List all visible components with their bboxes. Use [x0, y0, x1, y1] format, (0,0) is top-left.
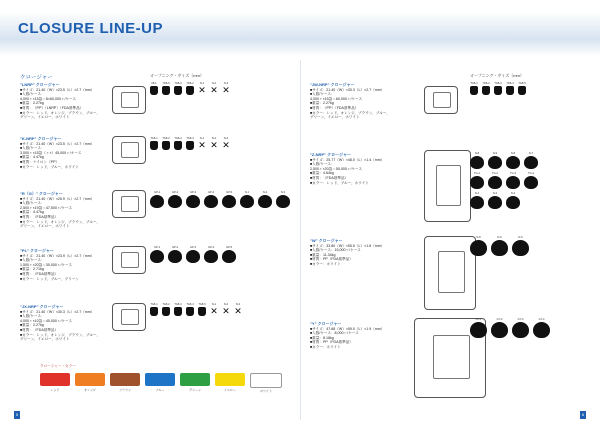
- clip-code: GY-4: [538, 318, 545, 321]
- clip-code: TG8-5: [198, 303, 206, 306]
- product-title: "Z-NRP" クロージャー: [310, 152, 351, 157]
- clip-shape-square: [494, 86, 502, 95]
- clip-code: GP-1: [153, 246, 161, 249]
- spec-line: ■サイズ：21.40（W）×23.9（L）×2.7（mm）: [20, 253, 95, 258]
- clip-code: GP-1: [153, 191, 161, 194]
- color-swatch: [145, 373, 175, 392]
- clip-code: N-1: [244, 191, 250, 194]
- product-photo-left-5: [112, 303, 146, 331]
- clip-item[interactable]: [470, 318, 487, 338]
- clip-item[interactable]: [506, 152, 520, 169]
- clip-code: GP-2: [171, 191, 179, 194]
- color-swatch: [75, 373, 105, 392]
- spec-line: ■サイズ：25.77（W）×48.0（L）×1.4（mm）: [310, 157, 385, 162]
- product-photo-inner: [121, 252, 139, 268]
- spec-line: 2,500ヶ×20袋＝50,000ヶ/ケース: [310, 166, 363, 171]
- spec-line: ■重量：4.64kg: [310, 171, 334, 176]
- clip-shape-apple: [204, 250, 218, 263]
- spec-line: ■材質：（FDA基準品）: [20, 327, 59, 332]
- product-photo-inner: [121, 309, 139, 325]
- clip-shape-square: [518, 86, 526, 95]
- color-swatch-row: [40, 373, 282, 393]
- spec-line: 4,000ヶ×15袋＝60,000ヶ/ケース: [310, 96, 363, 101]
- clip-shape-square: [174, 86, 182, 95]
- product-spec-left-1: [20, 83, 100, 120]
- spec-line: ■サイズ：21.40（W）×25.9（L）×2.7（mm）: [20, 196, 95, 201]
- clip-row-right-2: [470, 152, 550, 209]
- clip-code: N-2: [211, 82, 217, 85]
- clip-shape-apple: [186, 195, 200, 208]
- product-photo-left-3: [112, 190, 146, 218]
- clip-code: GP-5: [225, 246, 233, 249]
- clip-code: GY-1: [475, 318, 482, 321]
- opening-size-label-right: オープニング・サイズ（mm）: [470, 73, 524, 78]
- spec-line: ■カラー：レッド、オレンジ、ブラウン、ブルー、: [20, 110, 100, 115]
- spec-line: ■サイズ：21.40（W）×23.5（L）×2.7（mm）: [20, 141, 95, 146]
- clip-item[interactable]: [150, 303, 158, 316]
- clip-shape-apple: [470, 156, 484, 169]
- clip-row-left-4: [150, 246, 236, 263]
- clip-item[interactable]: [491, 236, 508, 256]
- clip-code: N-3: [223, 82, 229, 85]
- spec-line: ■材質：PP（FDA基準品）: [310, 257, 353, 262]
- clip-item[interactable]: [506, 192, 520, 209]
- clip-shape-apple: [204, 195, 218, 208]
- spec-line: ■材質：（PP）（LNRP）（FDA基準品）: [20, 105, 84, 110]
- clip-code: N-9: [497, 236, 502, 239]
- spec-line: ■入数/ケース：: [20, 314, 45, 319]
- spec-line: ■材質：PP（FDA基準品）: [310, 340, 353, 345]
- clip-row-left-3: [150, 191, 290, 208]
- clip-row-right-1: [470, 82, 526, 95]
- clip-item[interactable]: [150, 246, 164, 263]
- clip-item[interactable]: [470, 236, 487, 256]
- clip-code: N-1: [211, 303, 217, 306]
- clip-code: 08-1: [151, 82, 157, 85]
- color-swatch-name: ブラウン: [118, 388, 131, 392]
- clip-item[interactable]: [210, 137, 218, 150]
- product-photo-inner: [121, 142, 139, 158]
- clip-shape-apple: [470, 196, 484, 209]
- clip-item[interactable]: [494, 82, 502, 95]
- clip-code: N-3: [223, 137, 229, 140]
- color-swatch-name: イエロー: [224, 388, 236, 392]
- clip-code: TG8-6: [174, 82, 182, 85]
- clip-code: TG8-4: [186, 137, 194, 140]
- clip-item[interactable]: [524, 172, 538, 189]
- clip-shape-square: [186, 307, 194, 316]
- product-photo-inner: [121, 92, 139, 108]
- clip-shape-apple: [222, 250, 236, 263]
- clip-shape-square: [186, 86, 194, 95]
- clip-code: GP-4: [207, 246, 215, 249]
- clip-code: GP-3: [189, 191, 197, 194]
- clip-item[interactable]: [470, 82, 478, 95]
- clip-item[interactable]: [470, 152, 484, 169]
- clip-item[interactable]: [512, 236, 529, 256]
- clip-shape-apple: [488, 176, 502, 189]
- clip-shape-square: [470, 86, 478, 95]
- clip-shape-n: ✕: [210, 306, 218, 316]
- clip-item[interactable]: [198, 303, 206, 316]
- color-swatch: [180, 373, 210, 392]
- clip-code: TG8-3: [174, 137, 182, 140]
- clip-shape-square: [186, 141, 194, 150]
- spec-line: ■カラー：レッド、オレンジ、ブラウン、ブルー、: [20, 332, 100, 337]
- clip-shape-square: [162, 86, 170, 95]
- product-title: "JW-NRP" クロージャー: [310, 82, 355, 87]
- spec-line: ■重量：2.27kg: [20, 323, 44, 328]
- clip-shape-apple: [488, 196, 502, 209]
- clip-code: GP-4: [207, 191, 215, 194]
- spec-line: ■サイズ：47.68（W）×59.0（L）×1.9（mm）: [310, 326, 385, 331]
- clip-shape-apple: [150, 195, 164, 208]
- clip-item[interactable]: [162, 303, 170, 316]
- spec-line: ■重量：4.47kg: [20, 210, 44, 215]
- spec-line: ■重量：2.71kg: [20, 267, 44, 272]
- clip-item[interactable]: [198, 82, 206, 95]
- product-title: "Y" クロージャー: [310, 321, 342, 326]
- clip-item[interactable]: [168, 246, 182, 263]
- clip-code: TG8-2: [482, 82, 490, 85]
- clip-item[interactable]: [488, 192, 502, 209]
- product-title: "LNRP" クロージャー: [20, 82, 60, 87]
- spec-line: グリーン、イエロー、ホワイト: [20, 224, 70, 229]
- clip-item[interactable]: [186, 137, 194, 150]
- spec-line: ■材質：（PP）（FDA基準品）: [310, 105, 359, 110]
- clip-item[interactable]: [491, 318, 508, 338]
- clip-item[interactable]: [174, 137, 182, 150]
- spec-line: グリーン、イエロー、ホワイト: [310, 115, 360, 120]
- spec-line: ■カラー：レッド、ブルー、ホワイト: [20, 164, 79, 169]
- clip-item[interactable]: [470, 172, 484, 189]
- clip-shape-square: [150, 141, 158, 150]
- spec-line: ■重量：11.34kg: [310, 252, 336, 257]
- product-photo-left-4: [112, 246, 146, 274]
- clip-shape-n: ✕: [210, 140, 218, 150]
- section-label: クロージャー: [20, 75, 53, 81]
- clip-item[interactable]: [186, 82, 194, 95]
- clip-item[interactable]: [258, 191, 272, 208]
- clip-code: N-8: [474, 152, 480, 155]
- clip-item[interactable]: [174, 303, 182, 316]
- clip-item[interactable]: [482, 82, 490, 95]
- clip-shape-apple: [506, 156, 520, 169]
- spec-line: ■サイズ：33.80（W）×55.5（L）×1.8（mm）: [310, 243, 385, 248]
- spec-line: ■重量：2.27kg: [310, 101, 334, 106]
- clip-item[interactable]: [488, 172, 502, 189]
- clip-shape-apple: [470, 176, 484, 189]
- clip-item[interactable]: [506, 82, 514, 95]
- clip-item[interactable]: [186, 191, 200, 208]
- product-photo-inner: [433, 92, 451, 108]
- clip-item[interactable]: [168, 191, 182, 208]
- product-photo-right-3: [424, 236, 476, 310]
- spec-line: ■サイズ：21.40（W）×30.3（L）×2.7（mm）: [310, 87, 385, 92]
- spec-line: 3,000ヶ×15袋（ヶ×）45,000ヶ/ケース: [20, 150, 82, 155]
- clip-shape-apple: [512, 322, 529, 338]
- color-swatch-name: ブルー: [155, 388, 165, 392]
- clip-code: GP-2: [171, 246, 179, 249]
- clip-shape-apple: [524, 176, 538, 189]
- clip-code: N-2: [262, 191, 268, 194]
- clip-shape-square: [162, 141, 170, 150]
- spec-line: ■サイズ：21.40（W）×30.3（L）×2.7（mm）: [20, 309, 95, 314]
- clip-shape-apple: [276, 195, 290, 208]
- spec-line: 1,500ヶ×20袋＝30,000ヶ/ケース: [20, 262, 73, 267]
- clip-shape-square: [198, 307, 206, 316]
- clip-code: N-1: [199, 82, 205, 85]
- clip-shape-apple: [512, 240, 529, 256]
- product-photo-right-2: [424, 150, 471, 222]
- product-spec-left-4: [20, 249, 94, 281]
- product-title: "JX-NRP" クロージャー: [20, 304, 64, 309]
- spec-line: ■重量：4.47kg: [20, 155, 44, 160]
- clip-item[interactable]: [488, 152, 502, 169]
- clip-shape-n: ✕: [222, 306, 230, 316]
- clip-code: TG8-2: [162, 303, 170, 306]
- clip-code: N-3: [510, 192, 516, 195]
- clip-item[interactable]: [518, 82, 526, 95]
- spec-line: グリーン、イエロー、ホワイト: [20, 115, 70, 120]
- clip-code: TG8-5: [518, 82, 526, 85]
- clip-code: GP-5: [225, 191, 233, 194]
- product-spec-right-3: [310, 239, 384, 267]
- clip-shape-square: [506, 86, 514, 95]
- clip-code: TG8-5: [162, 82, 170, 85]
- clip-item[interactable]: [186, 303, 194, 316]
- clip-code: TG8-4: [186, 303, 194, 306]
- clip-shape-apple: [506, 196, 520, 209]
- color-swatch: [215, 373, 245, 392]
- clip-code: TG8-1: [150, 303, 158, 306]
- spec-line: ■カラー：レッド、ブルー、グリーン: [20, 276, 79, 281]
- product-title: "R（G）" クロージャー: [20, 191, 63, 196]
- clip-row-right-3: [470, 236, 529, 256]
- spec-line: ■サイズ：21.40（W）×23.5（L）×2.7（mm）: [20, 87, 95, 92]
- clip-shape-n: ✕: [234, 306, 242, 316]
- clip-code: GY-2: [496, 318, 503, 321]
- clip-item[interactable]: [162, 82, 170, 95]
- clip-item[interactable]: [276, 191, 290, 208]
- clip-shape-apple: [491, 240, 508, 256]
- clip-code: TG-3: [510, 172, 516, 175]
- clip-code: GY-3: [517, 318, 524, 321]
- page-divider: [300, 60, 301, 420]
- clip-shape-apple: [240, 195, 254, 208]
- clip-item[interactable]: [234, 303, 242, 316]
- clip-code: TG-4: [528, 172, 534, 175]
- clip-code: N-2: [211, 137, 217, 140]
- color-swatch: [40, 373, 70, 392]
- spec-line: ■入数/ケース：: [310, 92, 335, 97]
- spec-line: ■入数/ケース：: [310, 162, 335, 167]
- clip-shape-square: [174, 141, 182, 150]
- clip-item[interactable]: [174, 82, 182, 95]
- product-photo-left-2: [112, 136, 146, 164]
- color-swatch-name: グリーン: [189, 388, 201, 392]
- clip-item[interactable]: [150, 137, 158, 150]
- clip-item[interactable]: [470, 192, 484, 209]
- color-swatch-name: オレンジ: [84, 388, 96, 392]
- clip-shape-apple: [258, 195, 272, 208]
- spec-line: ■入数/ケース：: [20, 258, 45, 263]
- product-title: "W" クロージャー: [310, 238, 343, 243]
- clip-code: TG-1: [474, 172, 480, 175]
- clip-shape-apple: [491, 322, 508, 338]
- spec-line: 4,000ヶ×15袋＝6×60,000ヶ/ケース: [20, 96, 77, 101]
- clip-item[interactable]: [222, 303, 230, 316]
- clip-item[interactable]: [210, 82, 218, 95]
- clip-item[interactable]: [204, 246, 218, 263]
- clip-code: N-1: [199, 137, 205, 140]
- clip-row-left-1: [150, 82, 230, 95]
- page-number-right: 6: [581, 412, 585, 417]
- clip-code: N-3: [235, 303, 241, 306]
- product-title: "K-NRP" クロージャー: [20, 136, 62, 141]
- spec-line: ■カラー：ホワイト: [310, 344, 341, 349]
- clip-code: N-1: [474, 192, 480, 195]
- clip-shape-apple: [150, 250, 164, 263]
- clip-item[interactable]: [512, 318, 529, 338]
- clip-item[interactable]: [222, 246, 236, 263]
- clip-shape-apple: [470, 322, 487, 338]
- spec-line: ■入数/ケース：: [20, 92, 45, 97]
- clip-shape-apple: [168, 250, 182, 263]
- clip-item[interactable]: [162, 137, 170, 150]
- clip-code: TG8-1: [150, 137, 158, 140]
- clip-shape-n: ✕: [198, 85, 206, 95]
- spec-line: ■重量：2.27kg: [20, 101, 44, 106]
- color-swatch: [250, 373, 282, 393]
- product-spec-left-2: [20, 137, 94, 169]
- spec-line: ■カラー：レッド、ブルー、ホワイト: [310, 180, 369, 185]
- color-swatch-name: ホワイト: [260, 389, 272, 393]
- product-title: "PL" クロージャー: [20, 248, 54, 253]
- clip-code: TG-2: [492, 172, 498, 175]
- spec-line: ■入数/ケース：8,000ヶ/ケース: [310, 331, 359, 336]
- product-photo-left-1: [112, 86, 146, 114]
- color-swatch-name: レッド: [50, 388, 60, 392]
- clip-item[interactable]: [240, 191, 254, 208]
- clip-shape-apple: [470, 240, 487, 256]
- spec-line: ■カラー：レッド、オレンジ、ブラウン、ブルー、: [310, 110, 390, 115]
- page-number-left: 5: [15, 412, 19, 417]
- clip-code: TG8-4: [506, 82, 514, 85]
- clip-shape-square: [150, 86, 158, 95]
- spec-line: ■入数/ケース：: [20, 146, 45, 151]
- clip-code: N-2: [492, 192, 498, 195]
- clip-code: N-9: [492, 152, 498, 155]
- spec-line: ■材質：（FDA基準品）: [20, 271, 59, 276]
- spec-line: 2,500ヶ×19袋＝47,500ヶ/ケース: [20, 205, 73, 210]
- clip-row-left-2: [150, 137, 230, 150]
- clip-item[interactable]: [524, 152, 538, 169]
- clip-code: TG8-1: [470, 82, 478, 85]
- clip-item[interactable]: [506, 172, 520, 189]
- clip-shape-apple: [186, 250, 200, 263]
- clip-shape-square: [162, 307, 170, 316]
- clip-code: TG8-3: [174, 303, 182, 306]
- product-spec-right-1: [310, 83, 390, 120]
- clip-shape-square: [482, 86, 490, 95]
- clip-item[interactable]: [222, 82, 230, 95]
- spec-line: ■カラー：レッド、オレンジ、ブラウン、ブルー、: [20, 219, 100, 224]
- spec-line: ■材質：（FDA基準品）: [310, 175, 349, 180]
- clip-shape-apple: [222, 195, 236, 208]
- clip-shape-square: [174, 307, 182, 316]
- clip-shape-apple: [533, 322, 550, 338]
- product-spec-left-3: [20, 192, 100, 229]
- clip-shape-apple: [524, 156, 538, 169]
- spec-line: ■カラー：ホワイト: [310, 261, 341, 266]
- clip-item[interactable]: [198, 137, 206, 150]
- clip-code: N-8: [510, 152, 516, 155]
- product-photo-inner: [121, 196, 139, 212]
- page-title: CLOSURE LINE-UP: [18, 20, 164, 37]
- product-photo-inner: [438, 251, 465, 293]
- clip-code: N-7: [528, 152, 534, 155]
- opening-size-label-left: オープニング・サイズ（mm）: [150, 73, 204, 78]
- clip-item[interactable]: [222, 191, 236, 208]
- clip-code: TG8-3: [494, 82, 502, 85]
- clip-code: GP-3: [189, 246, 197, 249]
- clip-item[interactable]: [150, 82, 158, 95]
- clip-item[interactable]: [210, 303, 218, 316]
- spec-line: ■材質：ナイロン（PP）: [20, 159, 60, 164]
- product-photo-inner: [436, 165, 461, 206]
- clip-code: N-3: [280, 191, 286, 194]
- color-legend-label: クロージャー・カラー: [40, 364, 76, 368]
- clip-shape-apple: [506, 176, 520, 189]
- clip-item[interactable]: [533, 318, 550, 338]
- clip-code: TG8-2: [186, 82, 194, 85]
- clip-shape-apple: [488, 156, 502, 169]
- clip-row-right-4: [470, 318, 550, 338]
- spec-line: 4,000ヶ×10袋＝40,000ヶ/ケース: [20, 318, 73, 323]
- clip-item[interactable]: [204, 191, 218, 208]
- clip-item[interactable]: [186, 246, 200, 263]
- clip-row-left-5: [150, 303, 242, 316]
- clip-item[interactable]: [150, 191, 164, 208]
- product-photo-inner: [433, 335, 470, 380]
- spec-line: ■重量：8.18kg: [310, 335, 334, 340]
- clip-shape-square: [150, 307, 158, 316]
- clip-code: TG8-2: [162, 137, 170, 140]
- clip-shape-apple: [168, 195, 182, 208]
- clip-shape-n: ✕: [198, 140, 206, 150]
- product-spec-left-5: [20, 305, 100, 342]
- clip-shape-n: ✕: [210, 85, 218, 95]
- clip-item[interactable]: [222, 137, 230, 150]
- spec-line: ■入数/ケース：: [20, 201, 45, 206]
- color-swatch: [110, 373, 140, 392]
- clip-shape-n: ✕: [222, 140, 230, 150]
- clip-code: N-2: [223, 303, 229, 306]
- clip-code: N-6: [518, 236, 523, 239]
- product-spec-right-4: [310, 322, 384, 350]
- product-spec-right-2: [310, 153, 384, 185]
- spec-line: ■入数/ケース：15,000ヶ/ケース: [310, 248, 361, 253]
- clip-code: N-8: [476, 236, 481, 239]
- clip-shape-n: ✕: [222, 85, 230, 95]
- spec-line: グリーン、イエロー、ホワイト: [20, 337, 70, 342]
- product-photo-right-1: [424, 86, 458, 114]
- spec-line: ■材質：（FDA基準品）: [20, 214, 59, 219]
